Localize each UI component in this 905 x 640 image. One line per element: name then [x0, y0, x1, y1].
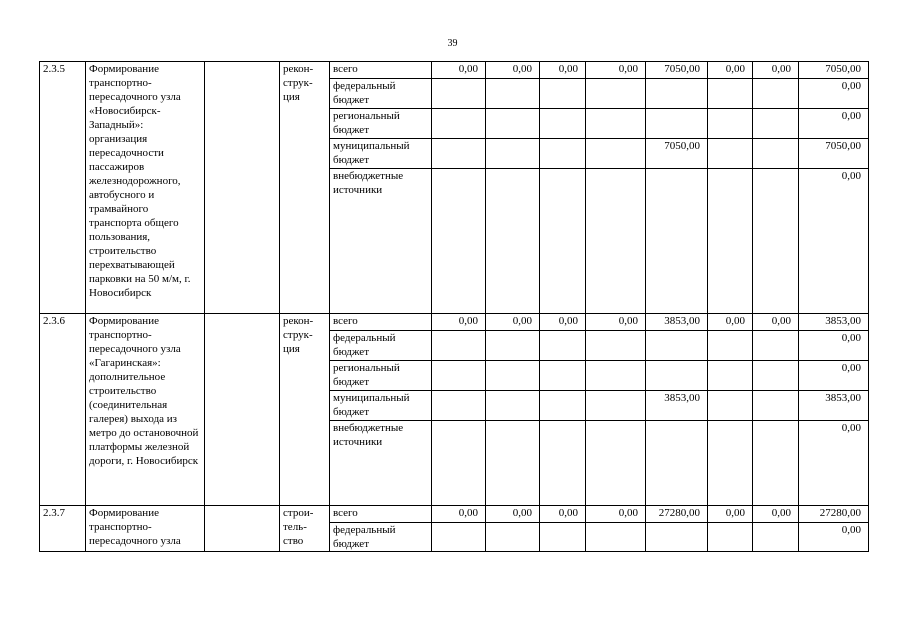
amount-cell — [753, 139, 799, 169]
amount-cell — [708, 523, 753, 552]
item-executor — [205, 62, 280, 314]
amount-cell — [486, 79, 540, 109]
amount-cell: 7050,00 — [799, 62, 869, 79]
amount-cell — [540, 391, 586, 421]
amount-cell — [586, 331, 646, 361]
item-work-type: строи- тель- ство — [280, 506, 330, 552]
amount-cell — [432, 79, 486, 109]
amount-cell: 0,00 — [799, 109, 869, 139]
amount-cell: 0,00 — [708, 314, 753, 331]
amount-cell — [432, 139, 486, 169]
amount-cell: 0,00 — [540, 314, 586, 331]
amount-cell — [753, 391, 799, 421]
amount-cell — [753, 331, 799, 361]
amount-cell: 27280,00 — [799, 506, 869, 523]
amount-cell: 0,00 — [799, 169, 869, 314]
amount-cell — [646, 169, 708, 314]
amount-cell — [753, 79, 799, 109]
amount-cell — [432, 169, 486, 314]
funding-source: федеральный бюджет — [330, 331, 432, 361]
amount-cell: 0,00 — [586, 314, 646, 331]
funding-source: всего — [330, 314, 432, 331]
funding-source: федеральный бюджет — [330, 79, 432, 109]
amount-cell — [708, 361, 753, 391]
funding-source: региональный бюджет — [330, 361, 432, 391]
item-code: 2.3.6 — [40, 314, 86, 506]
amount-cell: 0,00 — [799, 79, 869, 109]
amount-cell: 7050,00 — [646, 139, 708, 169]
amount-cell — [432, 331, 486, 361]
amount-cell — [432, 391, 486, 421]
amount-cell — [486, 331, 540, 361]
amount-cell: 0,00 — [708, 62, 753, 79]
amount-cell — [708, 391, 753, 421]
item-code: 2.3.7 — [40, 506, 86, 552]
amount-cell — [753, 109, 799, 139]
amount-cell — [586, 523, 646, 552]
item-title: Формирование транспортно-пересадочного узла «Новосибирск-Западный»: организация пересадочности пассажиров железнодорожного, автобусного и трамвайного транспорта общего пользования, строительство перехватывающей парковки на 50 м/м, г. Новосибирск — [86, 62, 205, 314]
item-title: Формирование транспортно-пересадочного узла — [86, 506, 205, 552]
item-executor — [205, 506, 280, 552]
item-executor — [205, 314, 280, 506]
amount-cell: 0,00 — [432, 314, 486, 331]
amount-cell — [432, 523, 486, 552]
amount-cell: 0,00 — [540, 506, 586, 523]
amount-cell — [708, 169, 753, 314]
amount-cell — [586, 361, 646, 391]
item-work-type: рекон- струк- ция — [280, 62, 330, 314]
amount-cell — [646, 523, 708, 552]
amount-cell: 0,00 — [432, 62, 486, 79]
amount-cell: 0,00 — [799, 361, 869, 391]
amount-cell — [540, 79, 586, 109]
amount-cell: 3853,00 — [799, 391, 869, 421]
amount-cell — [646, 109, 708, 139]
item-work-type: рекон- струк- ция — [280, 314, 330, 506]
funding-source: региональный бюджет — [330, 109, 432, 139]
amount-cell: 27280,00 — [646, 506, 708, 523]
amount-cell — [540, 169, 586, 314]
amount-cell — [646, 331, 708, 361]
amount-cell — [486, 109, 540, 139]
budget-table — [39, 61, 869, 552]
amount-cell — [753, 421, 799, 506]
amount-cell — [586, 79, 646, 109]
amount-cell — [708, 109, 753, 139]
amount-cell — [753, 169, 799, 314]
page-number: 39 — [447, 38, 458, 49]
table-row — [40, 314, 869, 331]
amount-cell — [540, 523, 586, 552]
amount-cell: 3853,00 — [646, 391, 708, 421]
item-title: Формирование транспортно-пересадочного узла «Гагаринская»: дополнительное строительство (соединительная галерея) выхода из метро до остановочной платформы железной дороги, г. Новосибирск — [86, 314, 205, 506]
amount-cell — [586, 391, 646, 421]
amount-cell — [646, 79, 708, 109]
amount-cell — [708, 331, 753, 361]
amount-cell: 0,00 — [799, 523, 869, 552]
amount-cell: 0,00 — [486, 314, 540, 331]
amount-cell — [486, 361, 540, 391]
amount-cell — [540, 331, 586, 361]
amount-cell — [432, 361, 486, 391]
amount-cell: 3853,00 — [646, 314, 708, 331]
amount-cell — [540, 421, 586, 506]
amount-cell: 0,00 — [708, 506, 753, 523]
amount-cell: 0,00 — [432, 506, 486, 523]
amount-cell — [646, 421, 708, 506]
funding-source: всего — [330, 62, 432, 79]
amount-cell: 7050,00 — [799, 139, 869, 169]
amount-cell — [432, 109, 486, 139]
amount-cell — [708, 421, 753, 506]
amount-cell — [708, 139, 753, 169]
amount-cell — [486, 139, 540, 169]
amount-cell — [540, 361, 586, 391]
amount-cell: 3853,00 — [799, 314, 869, 331]
funding-source: внебюджетные источники — [330, 169, 432, 314]
amount-cell — [753, 361, 799, 391]
table-row — [40, 62, 869, 79]
amount-cell — [540, 109, 586, 139]
funding-source: внебюджетные источники — [330, 421, 432, 506]
amount-cell — [486, 421, 540, 506]
amount-cell: 0,00 — [540, 62, 586, 79]
amount-cell: 0,00 — [586, 62, 646, 79]
funding-source: муниципальный бюджет — [330, 139, 432, 169]
amount-cell: 0,00 — [753, 314, 799, 331]
amount-cell — [432, 421, 486, 506]
amount-cell: 0,00 — [753, 62, 799, 79]
amount-cell — [753, 523, 799, 552]
amount-cell: 0,00 — [799, 421, 869, 506]
amount-cell — [586, 109, 646, 139]
amount-cell: 0,00 — [486, 506, 540, 523]
amount-cell: 7050,00 — [646, 62, 708, 79]
funding-source: федеральный бюджет — [330, 523, 432, 552]
item-code: 2.3.5 — [40, 62, 86, 314]
amount-cell — [708, 79, 753, 109]
amount-cell — [540, 139, 586, 169]
amount-cell — [586, 169, 646, 314]
funding-source: муниципальный бюджет — [330, 391, 432, 421]
amount-cell — [486, 169, 540, 314]
amount-cell: 0,00 — [586, 506, 646, 523]
amount-cell — [586, 139, 646, 169]
funding-source: всего — [330, 506, 432, 523]
amount-cell — [586, 421, 646, 506]
amount-cell: 0,00 — [799, 331, 869, 361]
amount-cell — [486, 523, 540, 552]
amount-cell: 0,00 — [486, 62, 540, 79]
amount-cell — [646, 361, 708, 391]
table-row — [40, 506, 869, 523]
amount-cell: 0,00 — [753, 506, 799, 523]
amount-cell — [486, 391, 540, 421]
